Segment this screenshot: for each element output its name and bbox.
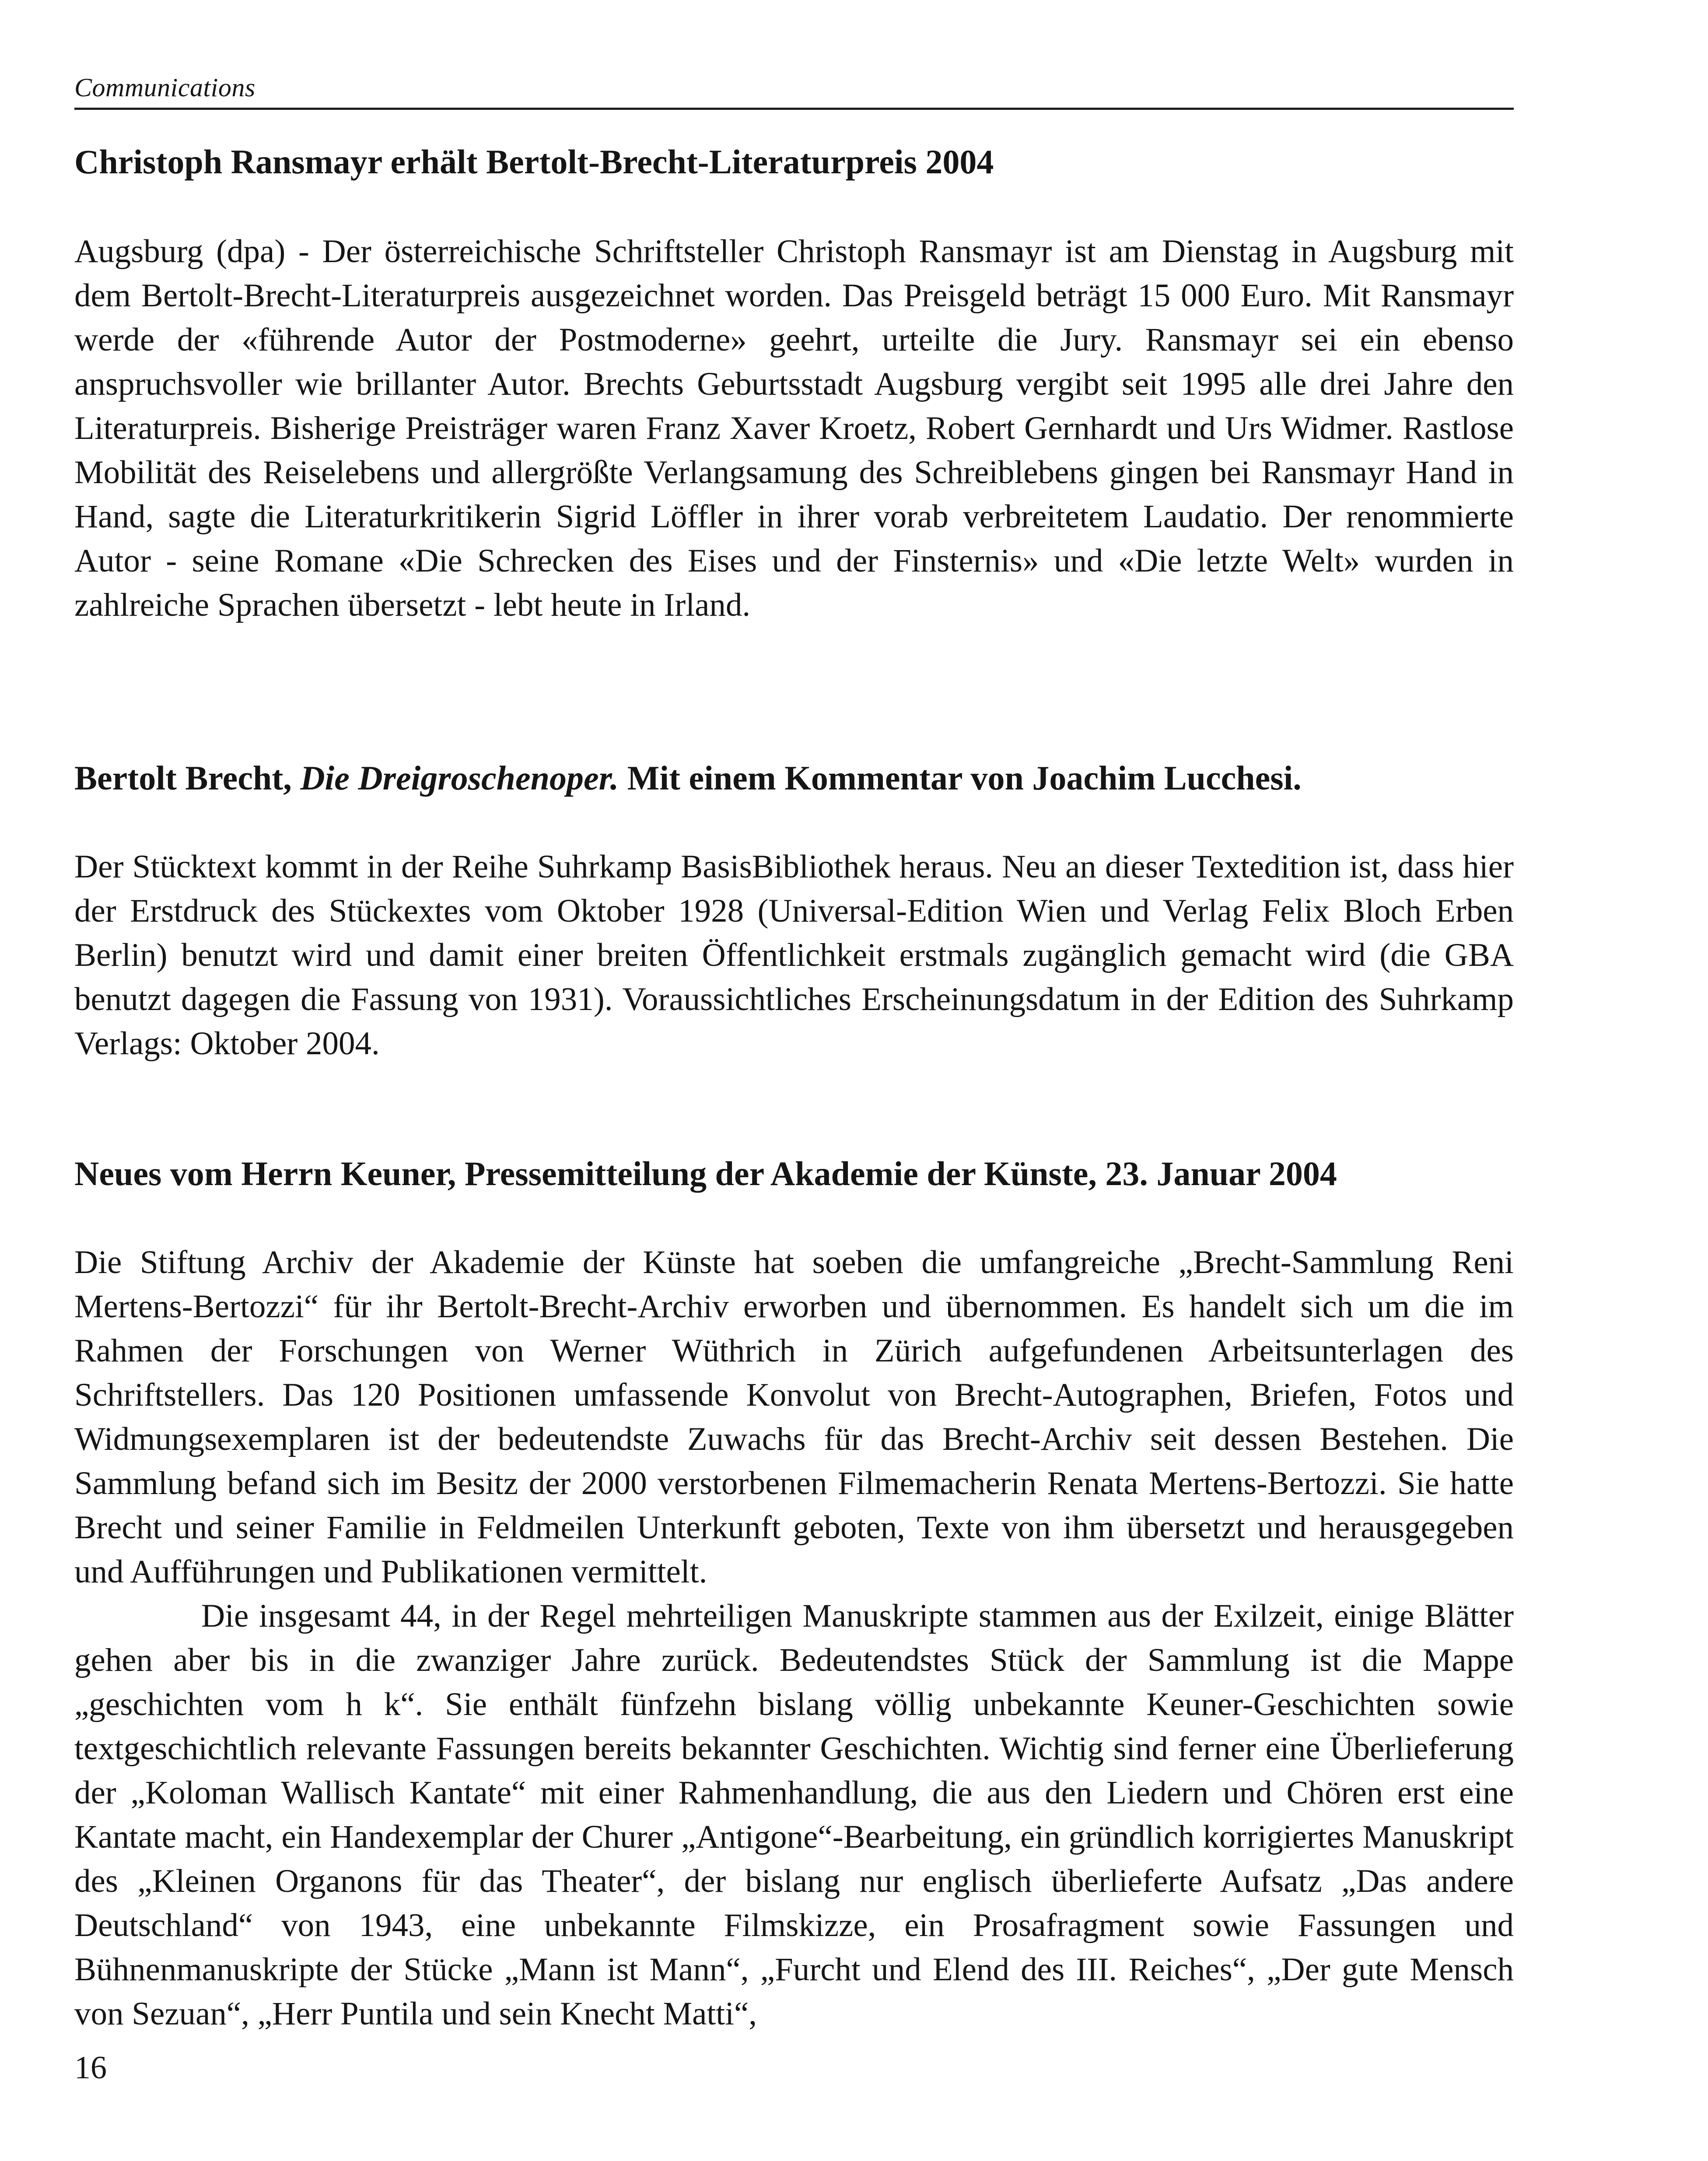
- heading-commentary: Mit einem Kommentar von Joachim Lucchesi.: [619, 759, 1302, 797]
- running-head: Communications: [74, 73, 256, 102]
- article-heading-dreigroschenoper: [74, 756, 1302, 800]
- heading-author: Bertolt Brecht,: [74, 759, 301, 797]
- article-paragraph-keuner-1: Die Stiftung Archiv der Akademie der Künste hat soeben die umfangreiche „Brecht-Sammlung Reni Mertens-Bertozzi“ für ihr Bertolt-Brecht-Archiv erworben und übernommen. Es handelt sich um die im Rahmen der Forschungen von Werner Wüthrich in Zürich aufgefundenen Arbeitsunterlagen des Schriftstellers. Das 120 Positionen umfassende Konvolut von Brecht-Autographen, Briefen, Fotos und Widmungsexemplaren ist der bedeutendste Zuwachs für das Brecht-Archiv seit dessen Bestehen. Die Sammlung befand sich im Besitz der 2000 verstorbenen Filmemacherin Renata Mertens-Bertozzi. Sie hatte Brecht und seiner Familie in Feldmeilen Unterkunft geboten, Texte von ihm übersetzt und herausgegeben und Aufführungen und Publikationen vermittelt.: [74, 1244, 1514, 1590]
- page-number: 16: [74, 2050, 107, 2086]
- article-paragraph-keuner-2: Die insgesamt 44, in der Regel mehrteiligen Manuskripte stammen aus der Exilzeit, einige Blätter gehen aber bis in die zwanziger Jahre zurück. Bedeutendstes Stück der Sammlung ist die Mappe „geschichten vom h k“. Sie enthält fünfzehn bislang völlig unbekannte Keuner-Geschichten sowie textgeschichtlich relevante Fassungen bereits bekannter Geschichten. Wichtig sind ferner eine Überlieferung der „Koloman Wallisch Kantate“ mit einer Rahmenhandlung, die aus den Liedern und Chören erst eine Kantate macht, ein Handexemplar der Churer „Antigone“-Bearbeitung, ein gründlich korrigiertes Manuskript des „Kleinen Organons für das Theater“, der bislang nur englisch überlieferte Aufsatz „Das andere Deutschland“ von 1943, eine unbekannte Filmskizze, ein Prosafragment sowie Fassungen und Bühnenmanuskripte der Stücke „Mann ist Mann“, „Furcht und Elend des III. Reiches“, „Der gute Mensch von Sezuan“, „Herr Puntila und sein Knecht Matti“,: [74, 1598, 1514, 2032]
- article-paragraph-dreigroschenoper: Der Stücktext kommt in der Reihe Suhrkamp BasisBibliothek heraus. Neu an dieser Textedition ist, dass hier der Erstdruck des Stückextes vom Oktober 1928 (Universal-Edition Wien und Verlag Felix Bloch Erben Berlin) benutzt wird und damit einer breiten Öffentlichkeit erstmals zugänglich gemacht wird (die GBA benutzt dagegen die Fassung von 1931). Voraussichtliches Erscheinungsdatum in der Edition des Suhrkamp Verlags: Oktober 2004.: [74, 849, 1514, 1062]
- article-heading-ransmayr: Christoph Ransmayr erhält Bertolt-Brecht-Literaturpreis 2004: [74, 143, 994, 181]
- article-heading-keuner: Neues vom Herrn Keuner, Pressemitteilung der Akademie der Künste, 23. Januar 2004: [74, 1154, 1337, 1193]
- header-rule: [74, 108, 1514, 110]
- heading-book-title: Die Dreigroschenoper.: [300, 759, 619, 797]
- article-paragraph-ransmayr: Augsburg (dpa) - Der österreichische Schriftsteller Christoph Ransmayr ist am Dienstag in Augsburg mit dem Bertolt-Brecht-Literaturpreis ausgezeichnet worden. Das Preisgeld beträgt 15 000 Euro. Mit Ransmayr werde der «führende Autor der Postmoderne» geehrt, urteilte die Jury. Ransmayr sei ein ebenso anspruchsvoller wie brillanter Autor. Brechts Geburtsstadt Augsburg vergibt seit 1995 alle drei Jahre den Literaturpreis. Bisherige Preisträger waren Franz Xaver Kroetz, Robert Gernhardt und Urs Widmer. Rastlose Mobilität des Reiselebens und allergrößte Verlangsamung des Schreiblebens gingen bei Ransmayr Hand in Hand, sagte die Literaturkritikerin Sigrid Löffler in ihrer vorab verbreitetem Laudatio. Der renommierte Autor - seine Romane «Die Schrecken des Eises und der Finsternis» und «Die letzte Welt» wurden in zahlreiche Sprachen übersetzt - lebt heute in Irland.: [74, 233, 1514, 623]
